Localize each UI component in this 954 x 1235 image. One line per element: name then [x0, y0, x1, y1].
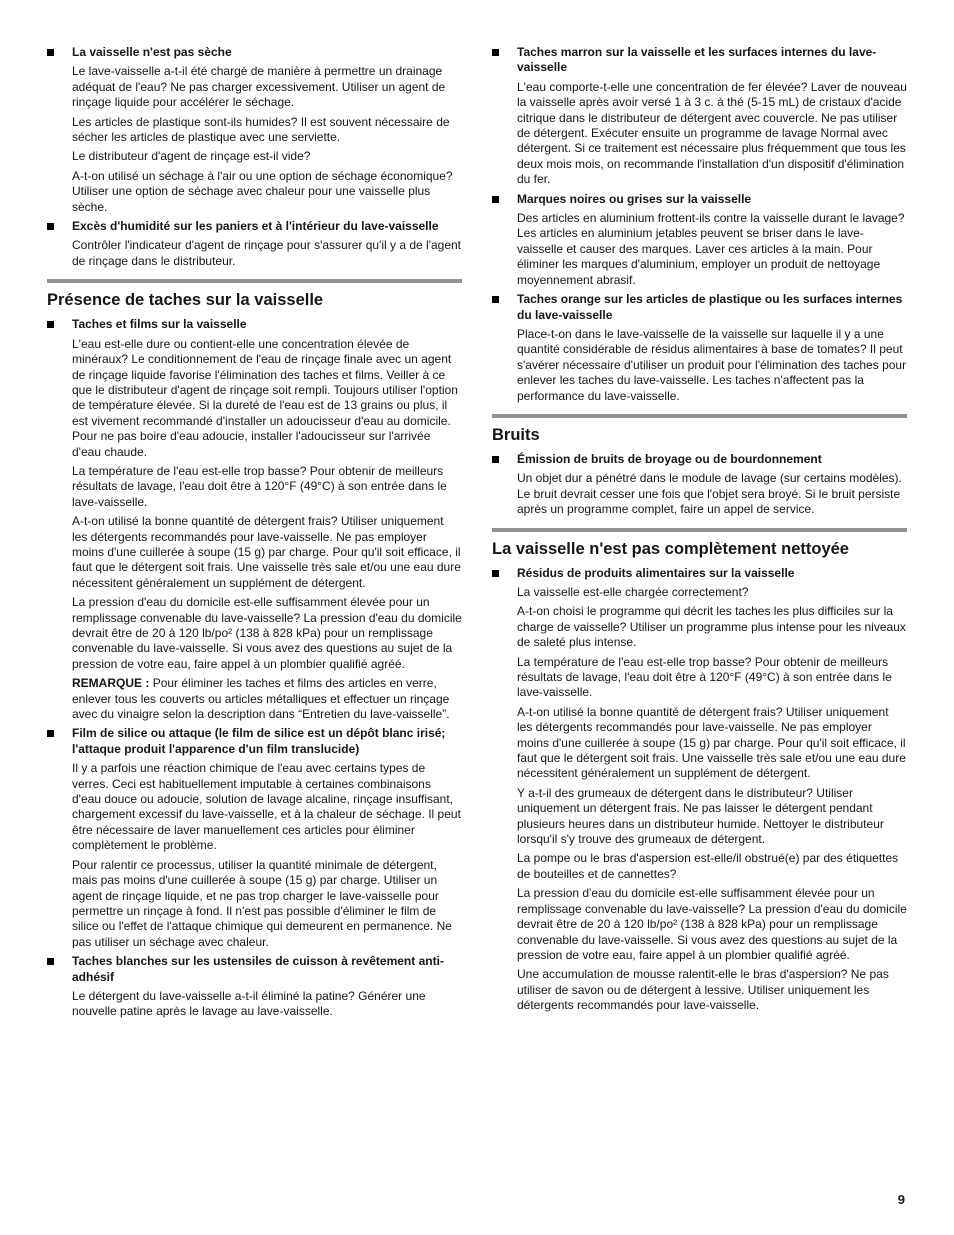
paragraph: Pour ralentir ce processus, utiliser la quantité minimale de détergent, mais pas moins d'une cuillerée à soupe (15 g) par charge. Utiliser un agent de rinçage liquide, et ne pas trop charger le lave-vaisselle pour permettre un rinçage à fond. Il n'est pas possible d'éliminer le film de silice ou l'effet de l'attaque chimique qui demeurent en permanence. Ne pas utiliser un séchage avec chaleur.	[72, 857, 452, 949]
square-bullet-icon	[492, 196, 499, 203]
section-divider	[492, 528, 907, 532]
troubleshooting-item	[492, 566, 907, 581]
square-bullet-icon	[47, 321, 54, 328]
paragraph: Place-t-on dans le lave-vaisselle de la vaisselle sur laquelle il y a une quantité considérable de résidus alimentaires à base de tomates? Il peut s'avérer nécessaire d'utiliser un produit pour l'élimination des taches pour enlever les taches du lave-vaisselle. Les taches n'affectent pas la performance du lave-vaisselle.	[517, 326, 907, 403]
paragraph: La pression d'eau du domicile est-elle suffisamment élevée pour un remplissage convenable du lave-vaisselle? La pression d'eau du domicile devrait être de 20 à 120 lb/po² (138 à 828 kPa) pour un remplissage convenable du lave-vaisselle. Si vous avez des questions au sujet de la pression de votre eau, faire appel à un plombier qualifié agréé.	[517, 886, 907, 962]
paragraph: La température de l'eau est-elle trop basse? Pour obtenir de meilleurs résultats de lavage, l'eau doit être à 120°F (49°C) à son entrée dans le lave-vaisselle.	[517, 654, 892, 700]
troubleshooting-item	[47, 45, 462, 60]
paragraph: La température de l'eau est-elle trop basse? Pour obtenir de meilleurs résultats de lavage, l'eau doit être à 120°F (49°C) à son entrée dans le lave-vaisselle.	[72, 463, 447, 509]
square-bullet-icon	[47, 49, 54, 56]
paragraph: Une accumulation de mousse ralentit-elle le bras d'aspersion? Ne pas utiliser de savon ou de détergent à lessive. Utiliser uniquement les détergents recommandés pour lave-vaisselle.	[517, 967, 889, 1013]
paragraph: A-t-on choisi le programme qui décrit les taches les plus difficiles sur la charge de vaisselle? Utiliser un programme plus intense pour les niveaux de saleté plus intense.	[517, 604, 906, 650]
troubleshooting-item	[47, 219, 462, 234]
item-heading: Taches orange sur les articles de plastique ou les surfaces internes du lave-vaisselle	[517, 292, 903, 322]
square-bullet-icon	[47, 223, 54, 230]
paragraph: Un objet dur a pénétré dans le module de lavage (sur certains modèles). Le bruit devrait cesser une fois que l'objet sera broyé. Si le bruit persiste après un programme complet, faire un appel de service.	[517, 471, 902, 517]
paragraph: Des articles en aluminium frottent-ils contre la vaisselle durant le lavage? Les articles en aluminium jetables peuvent se briser dans le lave-vaisselle et causer des marques. Laver ces articles à la main. Pour éliminer les marques d'aluminium, employer un produit de nettoyage moyennement abrasif.	[517, 211, 905, 287]
section-title: La vaisselle n'est pas complètement nettoyée	[492, 539, 849, 558]
item-heading: Excès d'humidité sur les paniers et à l'intérieur du lave-vaisselle	[72, 219, 439, 234]
item-heading: Taches blanches sur les ustensiles de cuisson à revêtement anti-adhésif	[72, 954, 444, 984]
section-title: Présence de taches sur la vaisselle	[47, 291, 324, 310]
paragraph: La vaisselle est-elle chargée correctement?	[517, 584, 749, 599]
square-bullet-icon	[492, 456, 499, 463]
note-text: Pour éliminer les taches et films des articles en verre, enlever tous les couverts ou articles métalliques et effectuer un rinçage avec du vinaigre selon la description dans “Entretien du lave-vaisselle”.	[72, 676, 450, 722]
square-bullet-icon	[492, 296, 499, 303]
paragraph: L'eau est-elle dure ou contient-elle une concentration élevée de minéraux? Le conditionnement de l'eau de rinçage finale avec un agent de rinçage liquide favorise l'élimination des taches et films. Veiller à ce que le distributeur d'agent de rinçage soit rempli. Toujours utiliser l'option de température élevée. Si la dureté de l'eau est de 13 grains ou plus, il est vivement recommandé d'installer un adoucisseur d'eau au domicile. Pour ne pas boire d'eau adoucie, installer l'adoucisseur sur l'arrivée d'eau chaude.	[72, 336, 458, 459]
paragraph: A-t-on utilisé la bonne quantité de détergent frais? Utiliser uniquement les détergents recommandés pour lave-vaisselle. Ne pas employer moins d'une cuillerée à soupe (15 g) par charge. Pour qu'il soit efficace, il faut que le détergent soit frais. Une vaisselle très sale et/ou une eau dure nécessitent généralement un supplément de détergent.	[72, 514, 461, 590]
section-heading-block	[492, 414, 907, 445]
note-label: REMARQUE :	[72, 676, 150, 691]
item-heading: Film de silice ou attaque (le film de silice est un dépôt blanc irisé; l'attaque produit l'apparence d'un film translucide)	[72, 726, 446, 756]
two-column-layout	[47, 42, 907, 1024]
paragraph: L'eau comporte-t-elle une concentration de fer élevée? Laver de nouveau la vaisselle après avoir versé 1 à 3 c. à thé (5-15 mL) de cristaux d'acide citrique dans le distributeur de détergent avec couvercle. Ne pas utiliser de détergent. Exécuter ensuite un programme de lavage Normal avec détergent. Si ce traitement est nécessaire plus fréquemment que tous les deux mois mois, on recommande l'installation d'un dispositif d'élimination du fer.	[517, 79, 907, 187]
paragraph: A-t-on utilisé la bonne quantité de détergent frais? Utiliser uniquement les détergents recommandés pour lave-vaisselle. Ne pas employer moins d'une cuillerée à soupe (15 g) par charge. Pour qu'il soit efficace, il faut que le détergent soit frais. Une vaisselle très sale et/ou une eau dure nécessitent généralement un supplément de détergent.	[517, 704, 906, 781]
troubleshooting-item	[47, 317, 462, 332]
square-bullet-icon	[47, 730, 54, 737]
square-bullet-icon	[492, 49, 499, 56]
section-heading-block	[492, 528, 907, 559]
item-heading: La vaisselle n'est pas sèche	[72, 45, 232, 59]
square-bullet-icon	[492, 570, 499, 577]
right-column	[492, 42, 907, 1024]
paragraph: Le lave-vaisselle a-t-il été chargé de manière à permettre un drainage adéquat de l'eau? Ne pas charger excessivement. Utiliser un agent de rinçage liquide pour accélérer le séchage.	[72, 64, 446, 110]
section-divider	[492, 414, 907, 418]
paragraph: La pression d'eau du domicile est-elle suffisamment élevée pour un remplissage convenable du lave-vaisselle? La pression d'eau du domicile devrait être de 20 à 120 lb/po² (138 à 828 kPa) pour un remplissage convenable du lave-vaisselle. Si vous avez des questions au sujet de la pression de votre eau, faire appel à un plombier qualifié agréé.	[72, 595, 462, 671]
paragraph: Contrôler l'indicateur d'agent de rinçage pour s'assurer qu'il y a de l'agent de rinçage dans le distributeur.	[72, 238, 462, 268]
square-bullet-icon	[47, 958, 54, 965]
section-heading-block	[47, 279, 462, 310]
page-number: 9	[897, 1192, 905, 1207]
troubleshooting-item	[492, 452, 907, 467]
troubleshooting-item	[492, 45, 907, 76]
section-title: Bruits	[492, 425, 540, 444]
item-heading: Résidus de produits alimentaires sur la vaisselle	[517, 565, 795, 580]
troubleshooting-item	[47, 726, 462, 757]
item-heading: Émission de bruits de broyage ou de bourdonnement	[517, 451, 822, 466]
paragraph: Le distributeur d'agent de rinçage est-il vide?	[72, 149, 311, 164]
troubleshooting-item	[47, 954, 462, 985]
troubleshooting-item	[492, 192, 907, 207]
paragraph: La pompe ou le bras d'aspersion est-elle/il obstrué(e) par des étiquettes de bouteilles et de cannettes?	[517, 851, 899, 881]
paragraph: A-t-on utilisé un séchage à l'air ou une option de séchage économique? Utiliser une option de séchage avec chaleur pour une vaisselle plus sèche.	[72, 168, 453, 214]
paragraph: Le détergent du lave-vaisselle a-t-il éliminé la patine? Générer une nouvelle patine après le lavage au lave-vaisselle.	[72, 988, 426, 1019]
paragraph: Y a-t-il des grumeaux de détergent dans le distributeur? Utiliser uniquement un détergent frais. Ne pas laisser le détergent pendant plusieurs heures dans un distributeur humide. Nettoyer le distributeur lorsqu'il s'y trouve des grumeaux de détergent.	[517, 785, 884, 847]
item-heading: Taches et films sur la vaisselle	[72, 317, 247, 332]
item-heading: Marques noires ou grises sur la vaisselle	[517, 191, 752, 206]
troubleshooting-item	[492, 292, 907, 323]
paragraph: Les articles de plastique sont-ils humides? Il est souvent nécessaire de sécher les articles de plastique avec une serviette.	[72, 114, 450, 145]
section-divider	[47, 279, 462, 283]
left-column	[47, 42, 462, 1024]
note-paragraph	[72, 676, 462, 722]
paragraph: Il y a parfois une réaction chimique de l'eau avec certains types de verres. Ceci est habituellement imputable à certaines combinaisons d'eau douce ou adoucie, solution de lavage alcaline, rinçage insuffisant, chargement excessif du lave-vaisselle, et à la chaleur de séchage. Il peut être nécessaire de laver manuellement ces articles pour éliminer complètement le problème.	[72, 761, 461, 853]
item-heading: Taches marron sur la vaisselle et les surfaces internes du lave-vaisselle	[517, 45, 877, 75]
